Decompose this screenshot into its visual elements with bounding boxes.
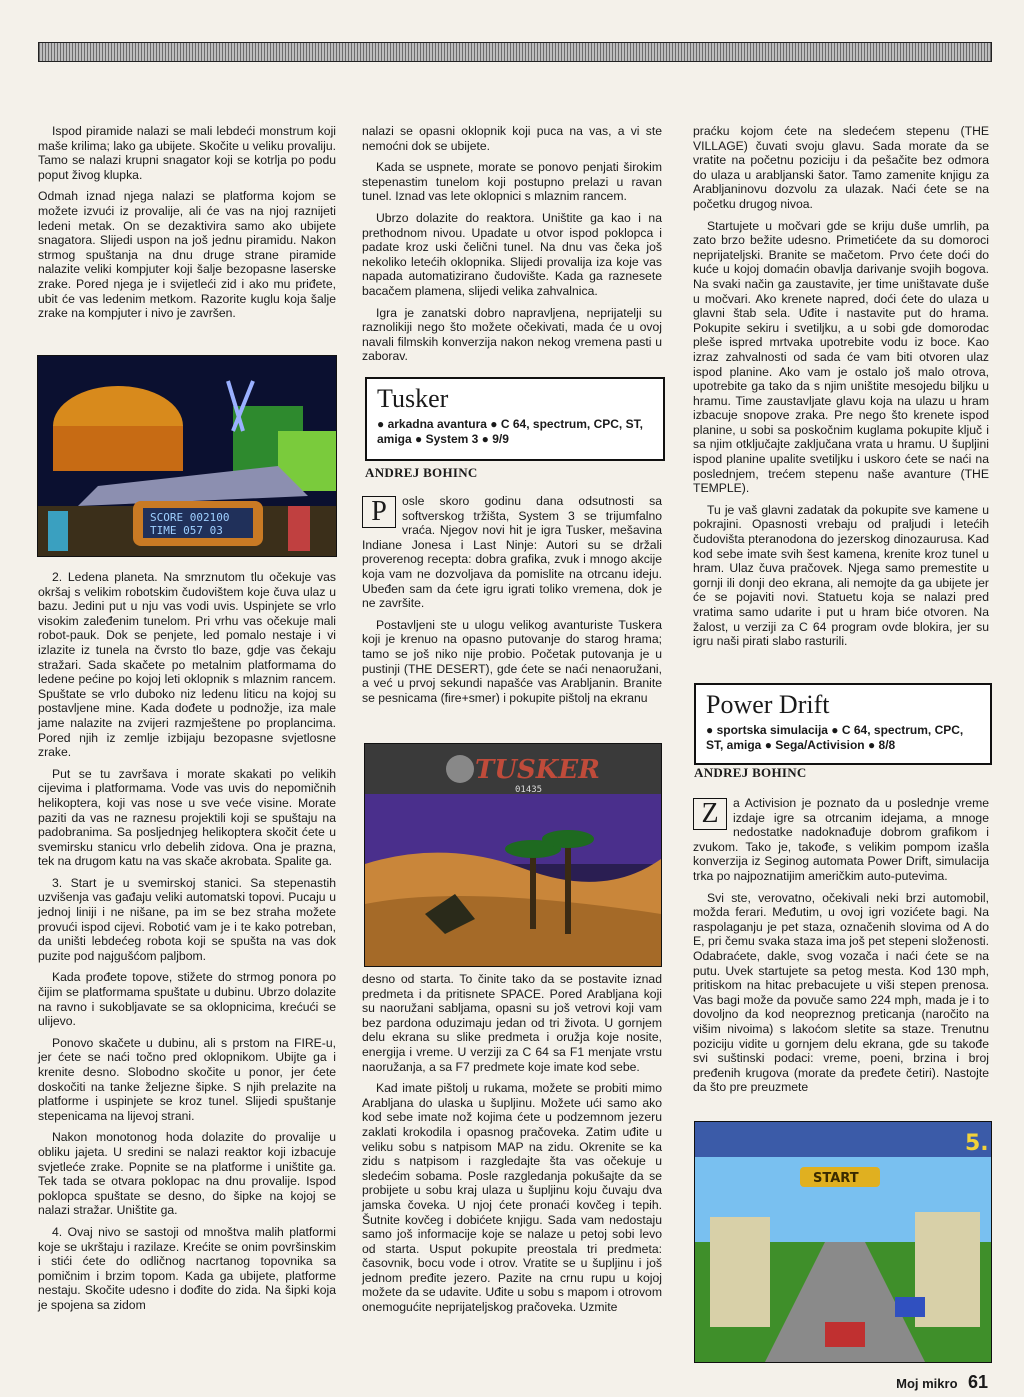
powerdrift-scene [695,1122,991,1362]
powerdrift-article [693,796,989,1102]
powerdrift-dropcap: Z [693,798,727,830]
score-readout: SCORE 002100 [150,511,230,524]
column-3-top [693,124,989,656]
paragraph [362,494,662,611]
paragraph: Startujete u močvari gde se kriju duše umrlih, pa zato brzo bežite udesno. Primetićete da su domoroci neprijateljski. Branite se mačetom. Prvo ćete doći do kuće u kojoj domaćin obavlja darivanje svojih bogova. Na svaki način ga zaustavite, jer time uništavate duše u močvari. Ako krenete napred, doći ćete do ulaza u glavni štab sela. Uđite i nastavite put do hrama. Pokupite sekiru i svetiljku, a u sobi gde domorodac pleše ispred mrtvaka upotrebite vodu iz boce. Kao izraz zahvalnosti od sada će vam biti otvoren ulaz ispod planine. Ako vam je ostalo još malo otrova, upotrebite ga tako da s njim uništite mesojedu biljku u hramu. Time zaustavljate glavu koja na ulazu u hram izbacuje snopove zraka. Pre nego što krenete ispod planine, u sobi sa poskočnim kuglama pokupite ključ i sa njim otključajte zaključana vrata u hramu. U šupljini ispod planine upalite svetiljku i uskoro ćete se naći na poslednjem, trećem stepenu naše avanture (THE TEMPLE). [693,218,989,496]
tusker-author: ANDREJ BOHINC [365,465,478,480]
tusker-dropcap: P [362,496,396,528]
start-banner: START [813,1171,859,1186]
paragraph [693,796,989,884]
tusker-lead: osle skoro godinu dana odsutnosti sa softverskog tržišta, System 3 se trijumfalno vraća. Njegov novi hit je igra Tusker, mešavina Indiane Jonesa i Last Ninje: Autori su se držali proverenog recepta: dobra grafika, zvuk i mnogo akcije koja vam ne dozvoljava da pomislite na otrcanu ideju. Ubeđen sam da ćete igru igrati toliko vremena, dok je ne završite. [362,494,662,611]
paragraph: Kada prođete topove, stižete do strmog ponora po čijim se platformama spuštate u dubinu. Ubrzo dolazite na ravno i sukobljavate se sa oklopnicima, krećući se ulijevo. [38,970,336,1029]
paragraph: 2. Ledena planeta. Na smrznutom tlu očekuje vas okršaj s velikim robotskim čudovištem koje čuva ulaz u bazu. Jedini put u nju vas vodi uvis. Uspinjete se vrlo visokim zaleđenim tunelom. Pri vrhu vas očekuje mali robot-pauk. Dok se penjete, led pomalo nestaje i vi izlazite iz tunela na čvrsto tlo baze, gdje vas čekaju stražari. Sada skačete po metalnim platformama do ledene pećine po kojoj leti oklopnik s mlaznim rancem. Spuštate se vrlo duboko niz ledenu liticu na kojoj su postavljene mine. Kada dođete u podnožje, iza male jame nalazite na zvijeri razmještene po proplancima. Pored njih iz zemlje izbijaju bezopasne svjetlosne zrake. [38,570,336,760]
paragraph: 4. Ovaj nivo se sastoji od mnoštva malih platformi koje se ukrštaju i razilaze. Krećite se onim površinskim i stići ćete do odličnog nacrtanog topovnika sa pomičnim i brzim topom. Kada ga ubijete, platforme nestaju. Skočite udesno i dođite do zida. Na šipki koja je spojena sa zidom [38,1224,336,1312]
paragraph: Kad imate pištolj u rukama, možete se probiti mimo Arabljana do ulaska u šupljinu. Možete ući samo ako kod sebe imate nož kojima ćete u podzemnom jezeru zaklati krokodila i opasnog pračoveka. Zatim uđite u veliku sobu s natpisom MAP na zidu. Okrenite se ka zidu s natpisom i razgledajte šta vas očekuje u sledećim sobama. Posle razgledanja pokušajte da se probijete u sobu kraj ulaza u šupljinu koju čuvaju dva jamska čoveka. U njoj ćete pronaći kovčeg i tepih. Šutnite kovčeg i dobićete knjigu. Sada vam nedostaju samo još informacije koje se nalaze u petoj sobi levo od starta. Usput pokupite preostala tri predmeta: časovnik, bocu vode i otrov. Vratite se u šupljinu i još jednom pređite jezero. Pazite na crnu rupu u kojoj možete da se udavite. Uđite u sobu s mapom i otrovom onemogućite neprijateljskog pračoveka. Uzmite [362,1081,662,1315]
race-position: 5. [965,1131,989,1156]
tusker-screenshot [364,743,662,967]
page-number: 61 [967,1372,988,1392]
powerdrift-info: ● sportska simulacija ● C 64, spectrum, CPC, ST, amiga ● Sega/Activision ● 8/8 [706,723,964,752]
magazine-name: Moj mikro [896,1376,958,1391]
paragraph: Put se tu završava i morate skakati po velikih cijevima i platformama. Vode vas uvis do nepomičnih helikoptera, koji vas nose u sve veće visine. Morate paziti da vas ne raznesu projektili koji se spuštaju na padobranima. Sa posljednjeg helikoptera skočit ćete u svemirsku stanicu vrlo debelih zidova. Ona je prazna, tek na drugom katu na vas skače akrobata. Spalite ga. [38,766,336,869]
tusker-header-box [365,377,665,461]
paragraph: Ubrzo dolazite do reaktora. Uništite ga kao i na prethodnom nivou. Upadate u otvor ispod poklopca i padate kroz uski čelični tunel. Na dnu vas čeka još nekoliko letećih oklopnika. Slijedi provalija iza koje vas napada automatizirano čudovište. Kada ga raznesete bacačem plamena, slijedi velika zahvalnica. [362,210,662,298]
column-1-bottom [38,570,336,1320]
paragraph: 3. Start je u svemirskoj stanici. Sa stepenastih uzvišenja vas gađaju veliki automatski topovi. Pucaju u jednoj liniji i ne nišane, pa im se bez straha možete provući ispod cijevi. Robotić vam je i te kako potreban, da uništi lebdećeg robota koji se spušta na vas dok puzite pod najgušćom paljbom. [38,875,336,963]
paragraph: Kada se uspnete, morate se ponovo penjati širokim stepenastim tunelom koji postupno prelazi u ravan tunel. Iznad vas lete oklopnici s mlaznim rancem. [362,160,662,204]
column-2-bottom [362,972,662,1322]
header-rule [38,42,992,62]
column-2-top [362,124,662,371]
tusker-title: Tusker [377,384,449,413]
paragraph: Tu je vaš glavni zadatak da pokupite sve kamene u pokrajini. Opasnosti vrebaju od praljudi i letećih čudovišta pteranodona do jezerskog dinozaurusa. Kad kod sebe imate svih šest kamena, krenite kroz tunel u hram. Ulaz čuva pračovek. Njega samo premestite u gornji ili donji deo ekrana, ali nemojte da ga ubijete jer će se pojaviti novi. Statuetu koja se nalazi pred vratima samo udarite i put u hram biće otvoren. Na žalost, u verziji za C 64 program ovde blokira, jer su igru naši pirati slabo rasturili. [693,502,989,649]
powerdrift-header-box [694,683,992,765]
tusker-logo: TUSKER [475,755,600,785]
powerdrift-screenshot [694,1121,992,1363]
tusker-article [362,494,662,712]
paragraph: Postavljeni ste u ulogu velikog avanturiste Tuskera koji je krenuo na opasno putovanje do starog hrama; tamo se još niko nije probio. Početak putovanja je u pustinji (THE DESERT), gde ćete se naći nenaoružani, a već u prvoj sekundi napašće vas Arabljanin. Branite se pesnicama (fire+smer) i pokupite pištolj na ekranu [362,617,662,705]
powerdrift-author: ANDREJ BOHINC [694,765,807,780]
paragraph: Ponovo skačete u dubinu, ali s prstom na FIRE-u, jer ćete se naći točno pred oklopnikom. Ubijte ga i krenite desno. Slobodno skočite u ponor, jer ćete doskočiti na tanke željezne šipke. S njih prelazite na platforme i uspinjete se kroz tunel. Slijedi spuštanje stepenicama na lijevoj strani. [38,1035,336,1123]
paragraph: praćku kojom ćete na sledećem stepenu (THE VILLAGE) čuvati svoju glavu. Sada morate da se vratite na početnu poziciju i da pešačite bez odmora do ulaza u arabljanski šator. Tamo zamenite knjigu za Arabljaninovu dozvolu za ulazak. Naći ćete se na početku drugog nivoa. [693,124,989,211]
paragraph: desno od starta. To činite tako da se postavite iznad predmeta i da pritisnete SPACE. Pored Arabljana koji su naoružani sabljama, opasni su još vetrovi koji vam bez pardona oduzimaju jedan od tri života. U gornjem delu ekrana su slike predmeta i oružja koje nosite, energija i vreme. U verziji za C 64 sa F1 menjate vrstu naoružanja, a sa F7 predmete koje imate kod sebe. [362,972,662,1074]
column-1-top [38,124,336,328]
tusker-counter: 01435 [515,785,543,795]
paragraph: nalazi se opasni oklopnik koji puca na vas, a vi ste nemoćni dok se ubijete. [362,124,662,153]
paragraph: Svi ste, verovatno, očekivali neki brzi automobil, možda ferari. Međutim, u ovoj igri vozićete bagi. Na raspolaganju je pet staza, označenih slovima od A do E, pri čemu svaka staza ima još pet stepeni složenosti. Odabraćete, dakle, svog vozača i naći ćete se na putu. Uvek startujete sa petog mesta. Kod 130 mph, pritiskom na hitac prebacujete u viši stepen prenosa. Vas bagi može da povuče samo 224 mph, mada je i to dovoljno da kod neopreznog preticanja (naročito na višim nivoima) s lakoćom sletite sa staze. Trenutnu poziciju vidite u gornjem delu ekrana, gde su takođe svi suštinski podaci: vreme, poeni, brzina i broj pređenih krugova (morate da pređete četiri). Nastojte da što pre preuzmete [693,890,989,1095]
tusker-info: ● arkadna avantura ● C 64, spectrum, CPC, ST, amiga ● System 3 ● 9/9 [377,417,643,446]
tusker-scene [365,744,661,966]
paragraph: Igra je zanatski dobro napravljena, neprijatelji su raznolikiji nego što možete očekivati, mada će u ovoj navali filmskih konverzija nakon nekog vremena pasti u zaborav. [362,305,662,364]
paragraph: Nakon monotonog hoda dolazite do provalije u obliku jajeta. U sredini se nalazi reaktor koji izbacuje svjetleće zrake. Popnite se na platforme i uništite ga. Tek tada se otvara poklopac na dnu provalije. Ispod poklopca spuštate se desno, do šipke na kojoj se nalazi stražar. Uništite ga. [38,1130,336,1218]
level-scene [38,356,336,556]
paragraph: Odmah iznad njega nalazi se platforma kojom se možete izvući iz provalije, ali će vas na njoj raznijeti ledeni metak. On se dezaktivira samo ako ubijete snagatora. Slijedi uspon na još jednu piramidu. Nakon strmog spuštanja na dnu druge strane piramide nalazite veliki kompjuter koji šalje bezopasne laserske zrake. Pored njega je i svijetleći zid i ako mu priđete, ubit će vas ledenim metkom. Razorite kuglu koja šalje zrake na kompjuter i nivo je završen. [38,189,336,321]
powerdrift-lead: a Activision je poznato da u poslednje vreme izdaje igre sa otrcanim idejama, a mnoge nedostatke nadoknađuje dobrom grafikom i zvukom. Tako je, takođe, s velikim pompom izašla konverzija iz Seginog automata Power Drift, simulacija trka po najpoznatijim američkim auto-putevima. [693,796,989,883]
page-footer [896,1372,988,1393]
level-screenshot [37,355,337,557]
paragraph: Ispod piramide nalazi se mali lebdeći monstrum koji maše krilima; lako ga ubijete. Skočite u veliku provaliju. Tamo se nalazi krupni snagator koji se kotrlja po podu poput živog klupka. [38,124,336,182]
time-readout: TIME 057 03 [150,524,223,537]
powerdrift-title: Power Drift [706,690,830,719]
